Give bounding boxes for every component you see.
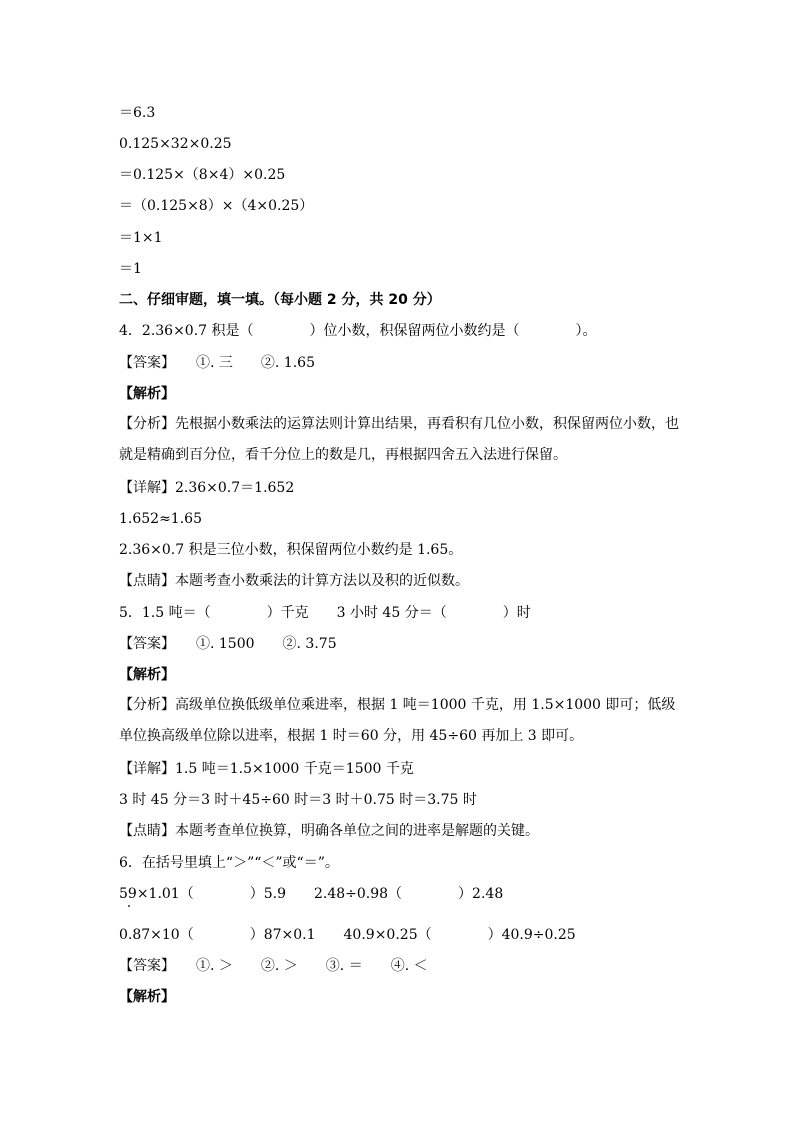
q5-analysis-text: 【分析】高级单位换低级单位乘进率，根据 1 吨＝1000 千克，用 1.5×1000 即可；低级单位换高级单位除以进率，根据 1 时＝60 分，用 45÷60 再加上 3 即可。 xyxy=(119,697,676,744)
question-4: 4．2.36×0.7 积是（ ）位小数，积保留两位小数约是（ ）。 xyxy=(119,323,597,339)
q5-detail-1: 【详解】1.5 吨＝1.5×1000 千克＝1500 千克 xyxy=(119,761,414,777)
question-6: 6．在括号里填上“＞”“＜”或“＝”。 xyxy=(119,855,339,871)
q4-analysis-heading: 【解析】 xyxy=(119,386,175,402)
section-heading: 二、仔细审题，填一填。（每小题 2 分，共 20 分） xyxy=(119,292,441,308)
calc-line-1: ＝6.3 xyxy=(119,105,156,121)
q5-analysis-heading: 【解析】 xyxy=(119,667,175,683)
calc-line-6: ＝1 xyxy=(119,261,142,277)
q6-answer: 【答案】 ①. ＞ ②. ＞ ③. ＝ ④. ＜ xyxy=(119,958,428,974)
q4-comment: 【点睛】本题考查小数乘法的计算方法以及积的近似数。 xyxy=(119,573,469,589)
q5-answer: 【答案】 ①. 1500 ②. 3.75 xyxy=(119,636,337,652)
q4-answer: 【答案】 ①. 三 ②. 1.65 xyxy=(119,355,315,371)
q4-detail-2: 1.652≈1.65 xyxy=(119,511,202,527)
q6-row-1: 59×1.01（ ）5.9 2.48÷0.98（ ）2.48 xyxy=(119,886,504,902)
calc-line-4: ＝（0.125×8）×（4×0.25） xyxy=(119,198,314,214)
q4-detail-3: 2.36×0.7 积是三位小数，积保留两位小数约是 1.65。 xyxy=(119,542,463,558)
q5-detail-2: 3 时 45 分＝3 时＋45÷60 时＝3 时＋0.75 时＝3.75 时 xyxy=(119,792,477,808)
q4-detail-1: 【详解】2.36×0.7＝1.652 xyxy=(119,480,295,496)
stray-dot xyxy=(128,905,130,907)
q6-row-2: 0.87×10（ ）87×0.1 40.9×0.25（ ）40.9÷0.25 xyxy=(119,927,576,943)
calc-line-5: ＝1×1 xyxy=(119,230,163,246)
calc-line-3: ＝0.125×（8×4）×0.25 xyxy=(119,167,286,183)
calc-line-2: 0.125×32×0.25 xyxy=(119,136,232,152)
q5-comment: 【点睛】本题考查单位换算，明确各单位之间的进率是解题的关键。 xyxy=(119,823,539,839)
question-5: 5．1.5 吨＝（ ）千克 3 小时 45 分＝（ ）时 xyxy=(119,605,531,621)
q4-analysis-text: 【分析】先根据小数乘法的运算法则计算出结果，再看积有几位小数，积保留两位小数，也就是精确到百分位，看千分位上的数是几，再根据四舍五入法进行保留。 xyxy=(119,416,679,463)
q6-analysis-heading: 【解析】 xyxy=(119,989,175,1005)
